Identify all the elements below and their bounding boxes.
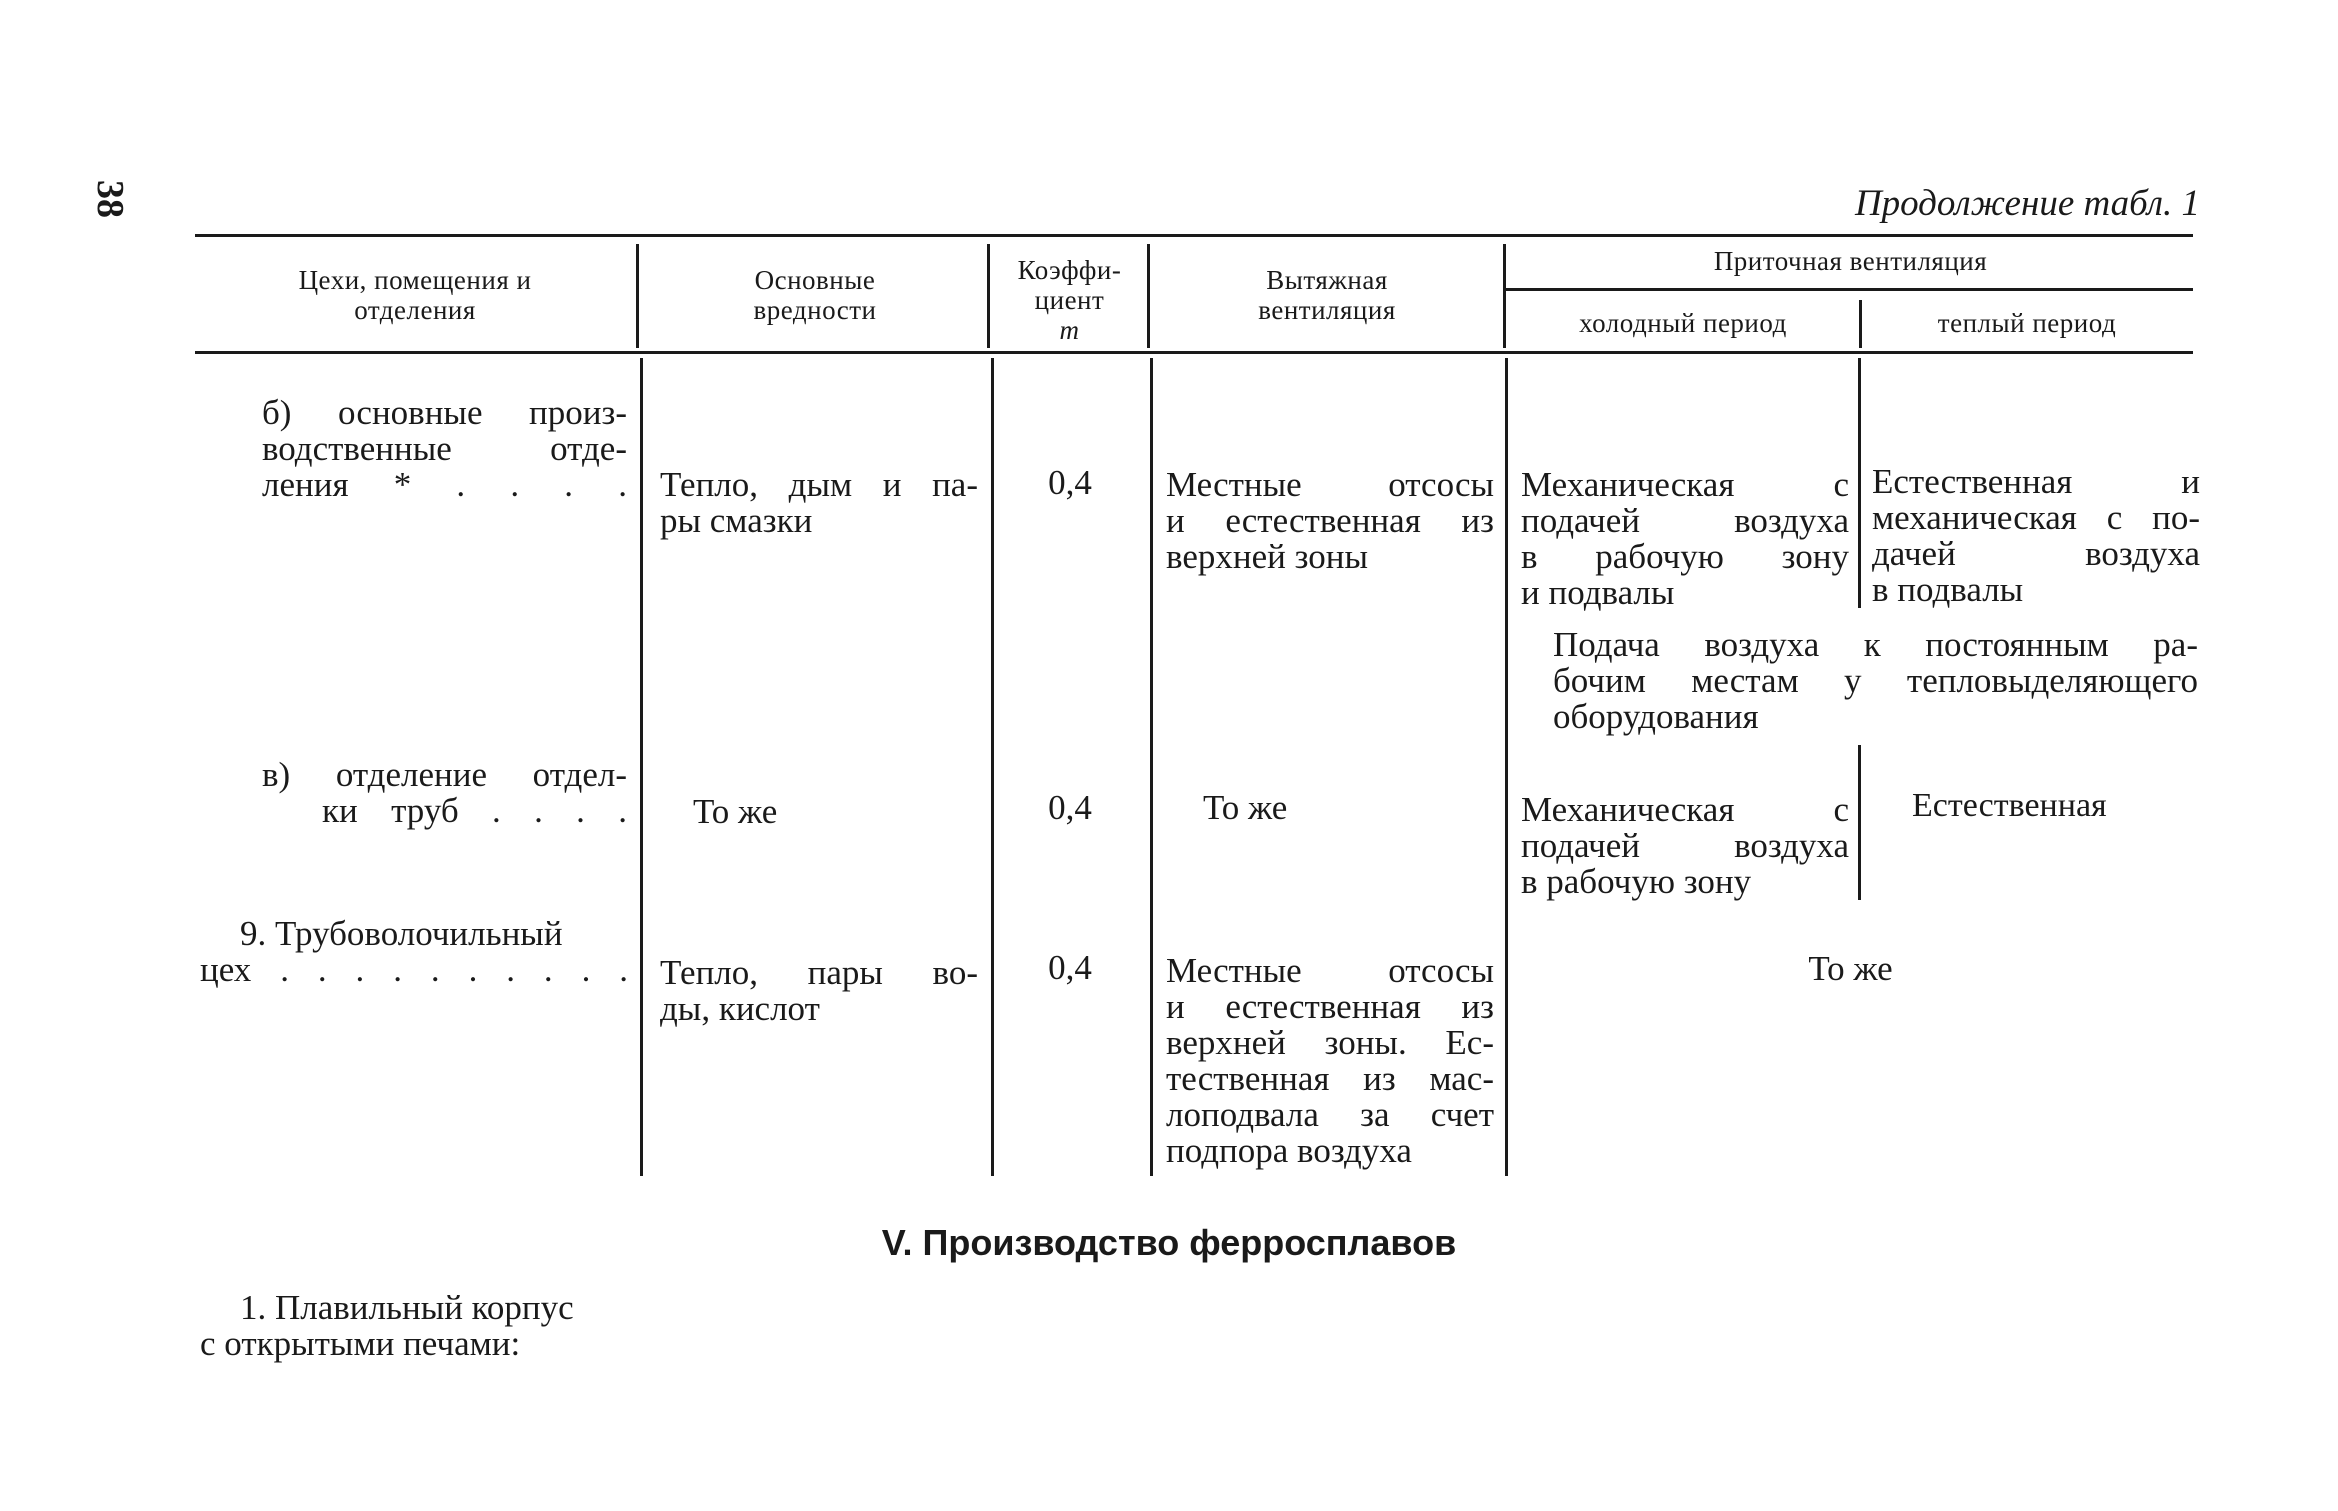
body-divider-3 — [1150, 358, 1153, 1176]
page-number: 38 — [89, 180, 131, 218]
body-divider-5b — [1858, 745, 1861, 900]
header-col-exhaust: Вытяжная вентиляция — [1258, 265, 1396, 325]
row1-name: б) основные произ- водственные отде- ления * . . . . — [262, 393, 627, 504]
row3-hazards: Тепло, пары во- ды, кислот — [660, 953, 978, 1028]
header-col-hazards: Основные вредности — [753, 265, 877, 325]
row2-hazards: То же — [693, 792, 778, 831]
header-col-supply-warm: теплый период — [1937, 308, 2117, 338]
body-divider-1 — [640, 358, 643, 1176]
row3-supply: То же — [1808, 949, 1893, 988]
row3-coefficient: 0,4 — [1048, 948, 1092, 987]
header-col-supply-cold: холодный период — [1579, 308, 1787, 338]
header-divider-3 — [1147, 244, 1150, 348]
row1-hazards: Тепло, дым и па- ры смазки — [660, 465, 978, 540]
row1-supply-note: Подача воздуха к постоянным ра- бочим местам у тепловыделяющего оборудования — [1553, 625, 2198, 736]
row2-name: в) отделение отдел- ки труб . . . . — [262, 755, 627, 830]
row2-supply-warm: Естественная — [1912, 787, 2107, 824]
header-divider-4 — [1503, 244, 1506, 348]
row2-supply-cold: Механическая с подачей воздуха в рабочую зону — [1521, 790, 1849, 901]
table-top-rule — [195, 234, 2193, 237]
row2-exhaust: То же — [1203, 788, 1288, 827]
row3-exhaust: Местные отсосы и естественная из верхней зоны. Ес- тественная из мас- лоподвала за счет подпора воздуха — [1166, 951, 1494, 1170]
header-bottom-rule — [195, 351, 2193, 354]
row3-name: 9. Трубоволочильный цех . . . . . . . . . . — [200, 914, 628, 989]
section-item: 1. Плавильный корпус с открытыми печами: — [200, 1288, 574, 1363]
header-col-supply: Приточная вентиляция — [1713, 246, 1988, 276]
header-col-workshops: Цехи, помещения и отделения — [298, 265, 532, 325]
header-col-coefficient: Коэффи- циент m — [1017, 255, 1122, 345]
header-divider-2 — [987, 244, 990, 348]
row2-coefficient: 0,4 — [1048, 788, 1092, 827]
header-divider-1 — [636, 244, 639, 348]
row1-supply-cold: Механическая с подачей воздуха в рабочую зону и подвалы — [1521, 465, 1849, 612]
row1-coefficient: 0,4 — [1048, 463, 1092, 502]
row1-exhaust: Местные отсосы и естественная из верхней зоны — [1166, 465, 1494, 576]
body-divider-5a — [1858, 358, 1861, 608]
section-title: V. Производство ферросплавов — [881, 1222, 1457, 1263]
supply-header-rule — [1506, 288, 2193, 291]
body-divider-4 — [1505, 358, 1508, 1176]
body-divider-2 — [991, 358, 994, 1176]
table-continuation-caption: Продолжение табл. 1 — [1854, 183, 2200, 224]
row1-supply-warm: Естественная и механическая с по- дачей воздуха в подвалы — [1872, 462, 2200, 609]
